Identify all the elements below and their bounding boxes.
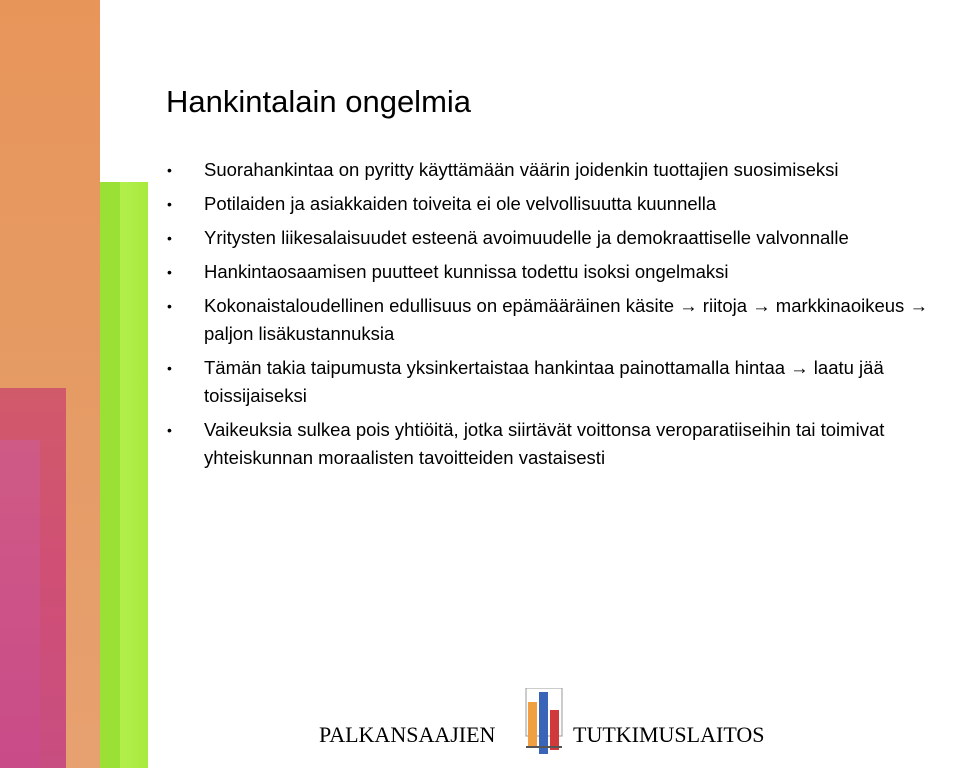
bullet-item — [166, 156, 960, 184]
bullet-icon: • — [167, 162, 172, 178]
bullet-text: Vaikeuksia sulkea pois yhtiöitä, jotka siirtävät voittonsa veroparatiiseihin tai toimivat yhteiskunnan moraalisten tavoitteiden vastaisesti — [204, 419, 885, 468]
bullet-item — [166, 224, 960, 252]
bullet-icon: • — [167, 196, 172, 212]
decorative-green-bar — [100, 182, 120, 768]
bullet-text: Hankintaosaamisen puutteet kunnissa todettu isoksi ongelmaksi — [204, 261, 729, 282]
decorative-pink-bar — [0, 440, 40, 768]
bullet-text: Kokonaistaloudellinen edullisuus on epämääräinen käsite → riitoja → markkinaoikeus → paljon lisäkustannuksia — [204, 295, 928, 344]
bullet-list — [166, 156, 960, 478]
bullet-item — [166, 190, 960, 218]
bullet-icon: • — [167, 360, 172, 376]
bullet-icon: • — [167, 298, 172, 314]
bullet-item — [166, 416, 960, 472]
bullet-item — [166, 258, 960, 286]
footer-organization-name-right: TUTKIMUSLAITOS — [573, 722, 765, 747]
bullet-text: Suorahankintaa on pyritty käyttämään väärin joidenkin tuottajien suosimiseksi — [204, 159, 839, 180]
bullet-icon: • — [167, 422, 172, 438]
bullet-text: Tämän takia taipumusta yksinkertaistaa hankintaa painottamalla hintaa → laatu jää toissijaiseksi — [204, 357, 884, 406]
bullet-text: Potilaiden ja asiakkaiden toiveita ei ole velvollisuutta kuunnella — [204, 193, 717, 214]
bullet-item — [166, 354, 960, 410]
bullet-item — [166, 292, 960, 348]
footer-organization-name-left: PALKANSAAJIEN — [319, 722, 496, 747]
slide-title: Hankintalain ongelmia — [166, 84, 472, 119]
institute-logo-icon — [524, 688, 564, 760]
bullet-icon: • — [167, 264, 172, 280]
bullet-text: Yritysten liikesalaisuudet esteenä avoimuudelle ja demokraattiselle valvonnalle — [204, 227, 849, 248]
bullet-icon: • — [167, 230, 172, 246]
